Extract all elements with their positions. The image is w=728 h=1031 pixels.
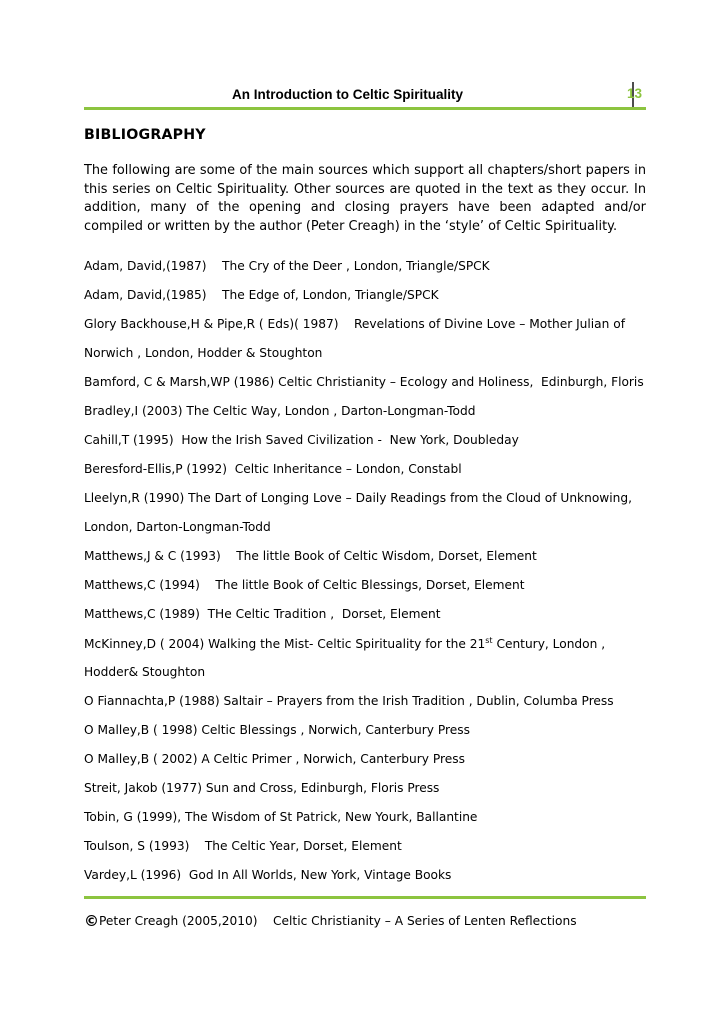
- bibliography-line-continuation: Century, London ,: [492, 637, 606, 652]
- bibliography-line: [84, 433, 519, 447]
- bibliography-line: [84, 346, 322, 360]
- section-heading: BIBLIOGRAPHY: [84, 127, 206, 143]
- bibliography-line-text: Hodder& Stoughton: [84, 665, 206, 679]
- bibliography-line-text: Glory Backhouse,H & Pipe,R ( Eds)( 1987) Revelations of Divine Love – Mother Julian of: [84, 317, 625, 331]
- bibliography-line: [84, 578, 525, 592]
- header-rule: [84, 107, 646, 110]
- bibliography-line: [84, 549, 537, 563]
- footer-rule: [84, 896, 646, 899]
- bibliography-line: [84, 723, 470, 737]
- bibliography-line-text: Vardey,L (1996) God In All Worlds, New York, Vintage Books: [84, 868, 452, 882]
- bibliography-line-text: Tobin, G (1999), The Wisdom of St Patrick, New Yourk, Ballantine: [84, 810, 478, 824]
- bibliography-line: [84, 288, 439, 302]
- bibliography-line: [84, 491, 632, 505]
- bibliography-line-text: Adam, David,(1985) The Edge of, London, Triangle/SPCK: [84, 288, 439, 302]
- bibliography-line: [84, 839, 402, 853]
- bibliography-line-text: O Malley,B ( 2002) A Celtic Primer , Norwich, Canterbury Press: [84, 752, 465, 766]
- intro-paragraph: The following are some of the main sources which support all chapters/short papers in this series on Celtic Spirituality. Other sources are quoted in the text as they occur. In addition, many of the opening and closing prayers have been adapted and/or compiled or written by the author (Peter Creagh) in the ‘style’ of Celtic Spirituality.: [84, 163, 646, 234]
- ordinal-superscript: st: [485, 636, 493, 645]
- bibliography-line-text: Adam, David,(1987) The Cry of the Deer , London, Triangle/SPCK: [84, 259, 490, 273]
- bibliography-line-text: O Malley,B ( 1998) Celtic Blessings , Norwich, Canterbury Press: [84, 723, 470, 737]
- bibliography-line: [84, 404, 475, 418]
- bibliography-line: [84, 665, 205, 679]
- footer-text: Peter Creagh (2005,2010) Celtic Christianity – A Series of Lenten Reflections: [99, 914, 577, 928]
- bibliography-line: [84, 810, 477, 824]
- bibliography-line-text: Matthews,J & C (1993) The little Book of Celtic Wisdom, Dorset, Element: [84, 549, 537, 563]
- bibliography-line: [84, 259, 490, 273]
- bibliography-line-text: Bamford, C & Marsh,WP (1986) Celtic Christianity – Ecology and Holiness, Edinburgh, Floris: [84, 375, 644, 389]
- bibliography-line-text: Matthews,C (1994) The little Book of Celtic Blessings, Dorset, Element: [84, 578, 525, 592]
- page-number: 13: [627, 86, 643, 101]
- bibliography-line-text: Lleelyn,R (1990) The Dart of Longing Love – Daily Readings from the Cloud of Unknowing,: [84, 491, 632, 505]
- copyright-icon: ©: [84, 912, 99, 930]
- bibliography-line: [84, 694, 614, 708]
- bibliography-line: [84, 781, 439, 795]
- bibliography-line: [84, 607, 441, 621]
- bibliography-line-text: Bradley,I (2003) The Celtic Way, London , Darton-Longman-Todd: [84, 404, 476, 418]
- bibliography-line: [84, 752, 465, 766]
- running-header-title: An Introduction to Celtic Spirituality: [232, 87, 463, 102]
- bibliography-line-text: Beresford-Ellis,P (1992) Celtic Inheritance – London, Constabl: [84, 462, 462, 476]
- bibliography-line-text: London, Darton-Longman-Todd: [84, 520, 271, 534]
- bibliography-line-text: McKinney,D ( 2004) Walking the Mist- Celtic Spirituality for the 21: [84, 637, 486, 652]
- bibliography-line: [84, 868, 451, 882]
- bibliography-line-text: Cahill,T (1995) How the Irish Saved Civilization - New York, Doubleday: [84, 433, 519, 447]
- bibliography-line: [84, 462, 462, 476]
- bibliography-line-text: Matthews,C (1989) THe Celtic Tradition , Dorset, Element: [84, 607, 441, 621]
- bibliography-line-text: Toulson, S (1993) The Celtic Year, Dorset, Element: [84, 839, 402, 853]
- bibliography-line-text: O Fiannachta,P (1988) Saltair – Prayers from the Irish Tradition , Dublin, Columba Press: [84, 694, 614, 708]
- bibliography-line: [84, 375, 644, 389]
- footer: [84, 912, 577, 930]
- bibliography-line-text: Streit, Jakob (1977) Sun and Cross, Edinburgh, Floris Press: [84, 781, 440, 795]
- bibliography-line: [84, 317, 625, 331]
- bibliography-line: [84, 520, 271, 534]
- bibliography-line: [84, 636, 605, 651]
- bibliography-line-text: Norwich , London, Hodder & Stoughton: [84, 346, 323, 360]
